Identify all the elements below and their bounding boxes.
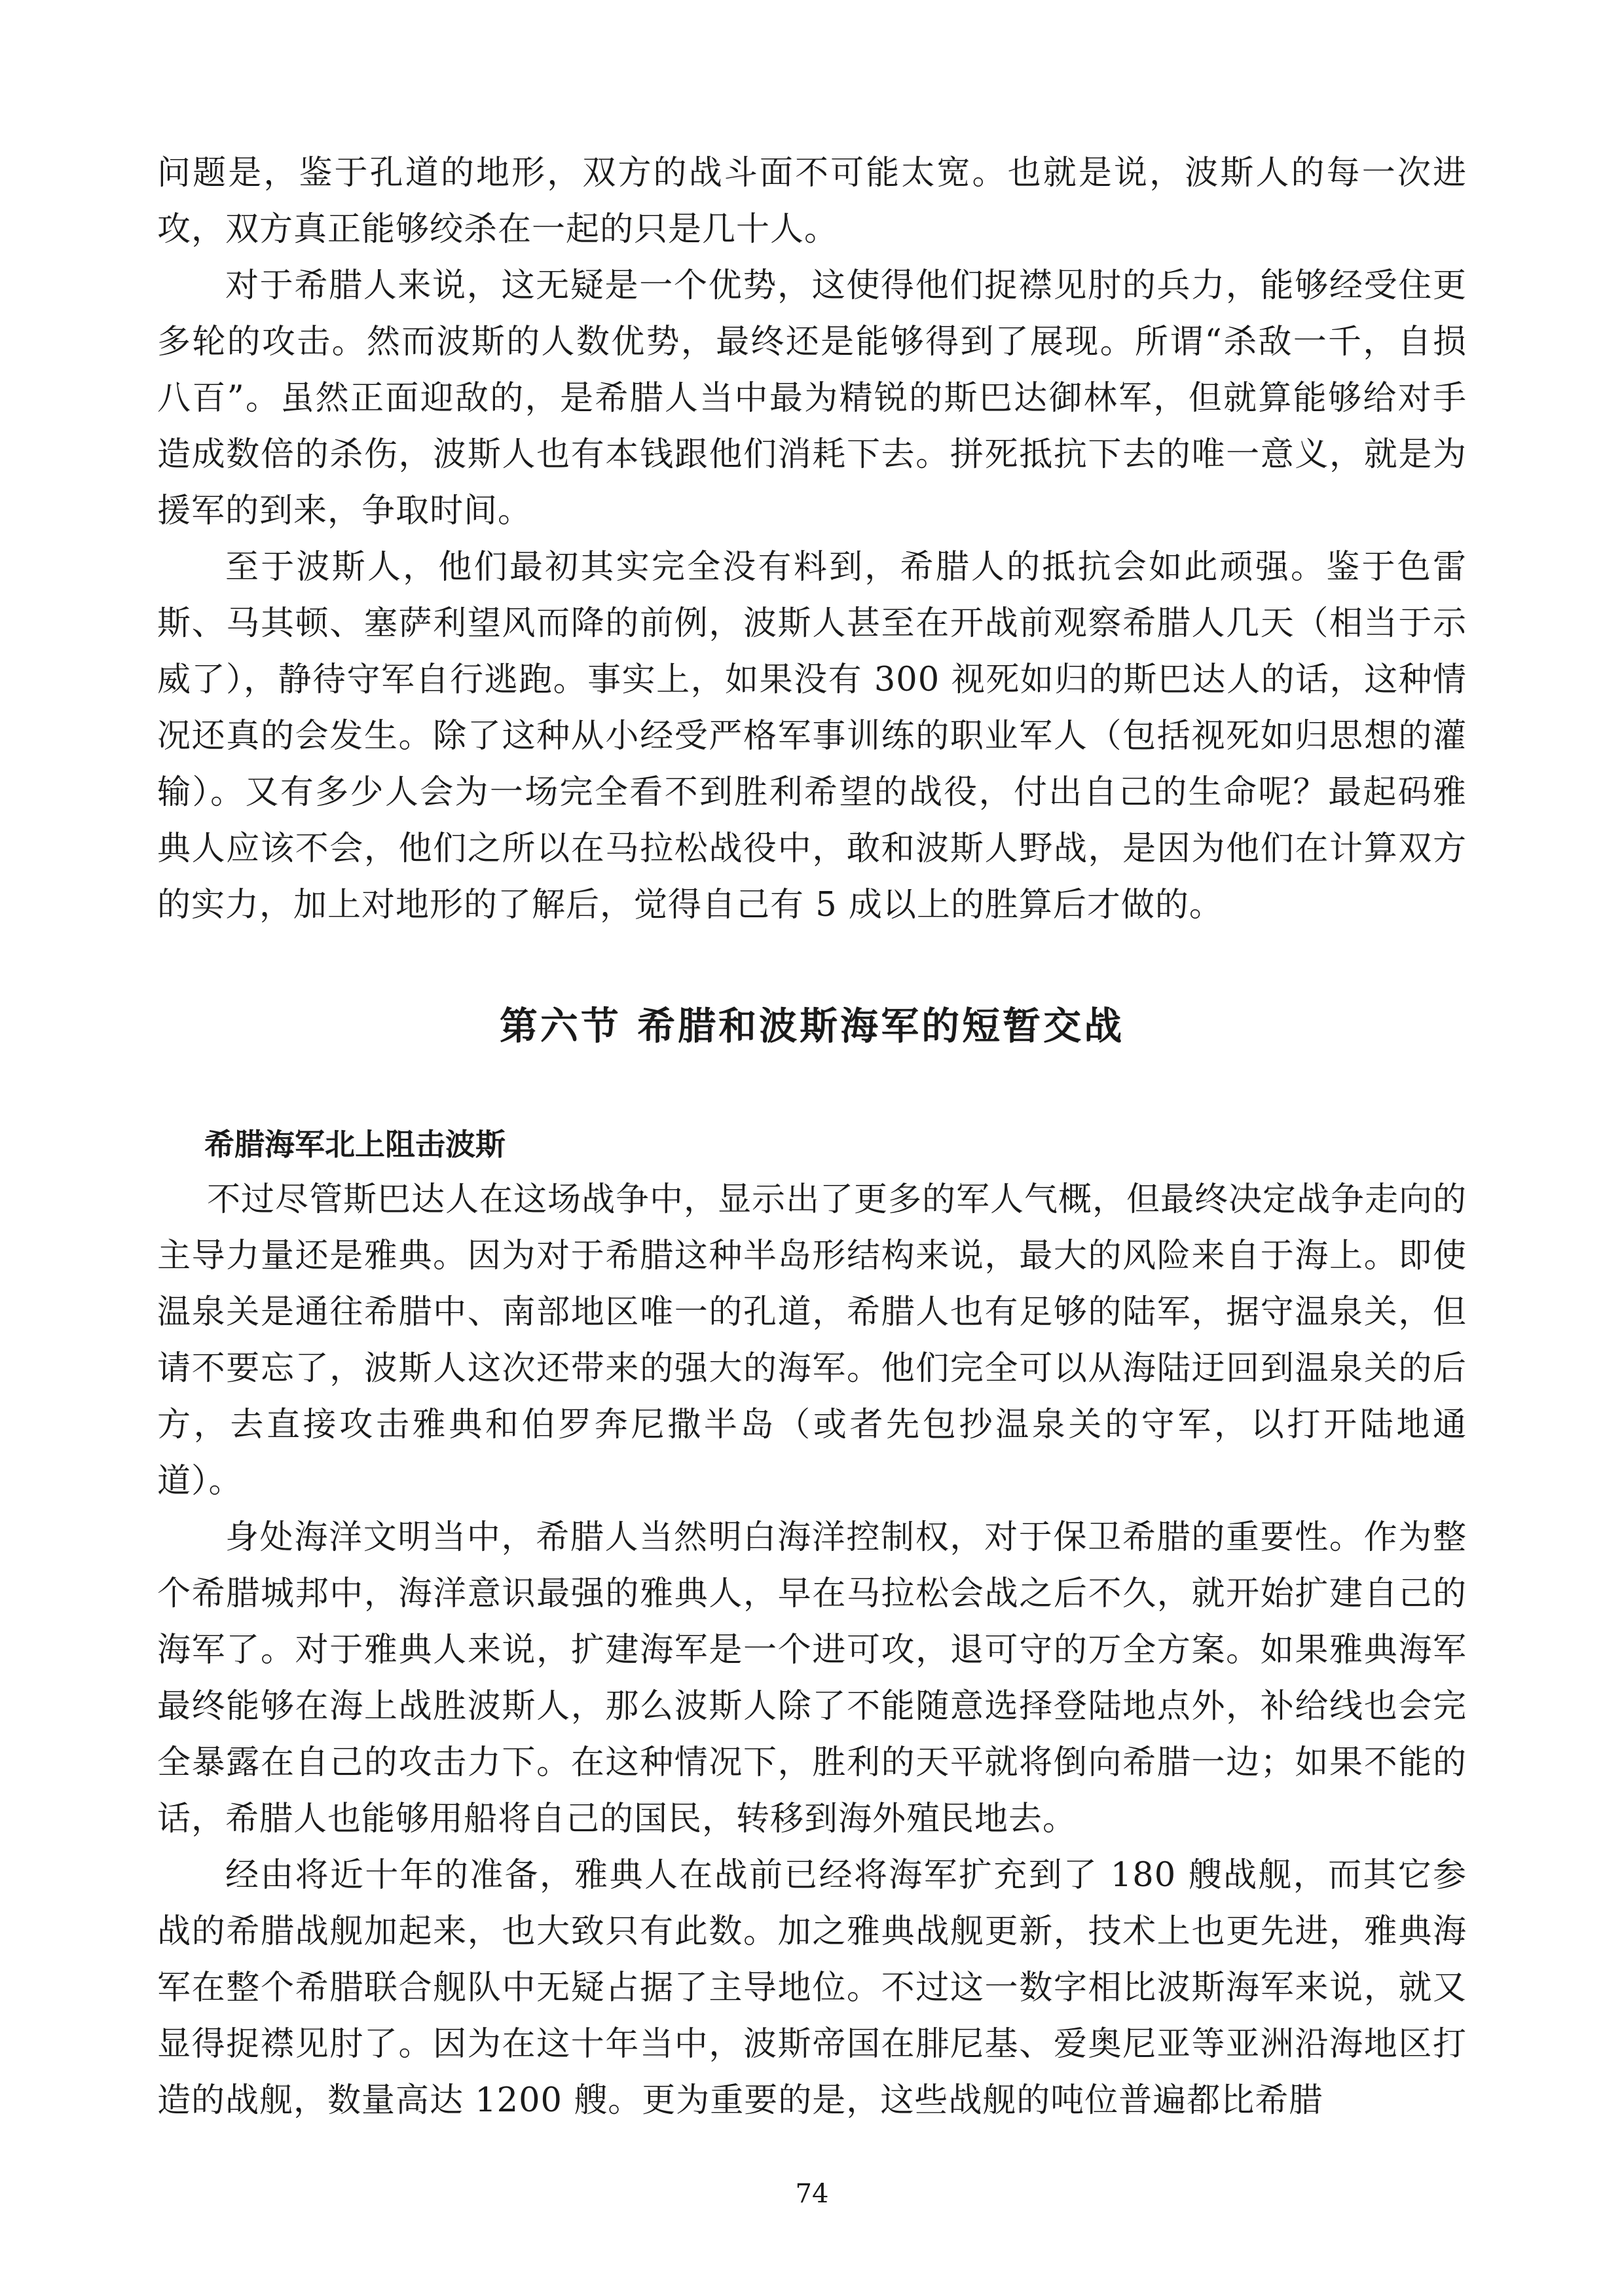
paragraph-6: 经由将近十年的准备，雅典人在战前已经将海军扩充到了 180 艘战舰，而其它参战的希腊战舰加起来，也大致只有此数。加之雅典战舰更新，技术上也更先进，雅典海军在整个希腊联合舰队中无疑占据了主导地位。不过这一数字相比波斯海军来说，就又显得捉襟见肘了。因为在这十年当中，波斯帝国在腓尼基、爱奥尼亚等亚洲沿海地区打造的战舰，数量高达 1200 艘。更为重要的是，这些战舰的吨位普遍都比希腊 [157,1856,1467,2120]
paragraph-1: 问题是，鉴于孔道的地形，双方的战斗面不可能太宽。也就是说，波斯人的每一次进攻，双方真正能够绞杀在一起的只是几十人。 [157,154,1467,249]
paragraph-5: 身处海洋文明当中，希腊人当然明白海洋控制权，对于保卫希腊的重要性。作为整个希腊城邦中，海洋意识最强的雅典人，早在马拉松会战之后不久，就开始扩建自己的海军了。对于雅典人来说，扩建海军是一个进可攻，退可守的万全方案。如果雅典海军最终能够在海上战胜波斯人，那么波斯人除了不能随意选择登陆地点外，补给线也会完全暴露在自己的攻击力下。在这种情况下，胜利的天平就将倒向希腊一边；如果不能的话，希腊人也能够用船将自己的国民，转移到海外殖民地去。 [157,1518,1467,1838]
subheading: 希腊海军北上阻击波斯 [204,1127,506,1162]
paragraph-4: 不过尽管斯巴达人在这场战争中，显示出了更多的军人气概，但最终决定战争走向的主导力量还是雅典。因为对于希腊这种半岛形结构来说，最大的风险来自于海上。即使温泉关是通往希腊中、南部地区唯一的孔道，希腊人也有足够的陆军，据守温泉关，但请不要忘了，波斯人这次还带来的强大的海军。他们完全可以从海陆迂回到温泉关的后方，去直接攻击雅典和伯罗奔尼撒半岛（或者先包抄温泉关的守军，以打开陆地通道）。 [157,1180,1467,1501]
paragraph-3: 至于波斯人，他们最初其实完全没有料到，希腊人的抵抗会如此顽强。鉴于色雷斯、马其顿、塞萨利望风而降的前例，波斯人甚至在开战前观察希腊人几天（相当于示威了），静待守军自行逃跑。事实上，如果没有 300 视死如归的斯巴达人的话，这种情况还真的会发生。除了这种从小经受严格军事训练的职业军人（包括视死如归思想的灌输）。又有多少人会为一场完全看不到胜利希望的战役，付出自己的生命呢？最起码雅典人应该不会，他们之所以在马拉松战役中，敢和波斯人野战，是因为他们在计算双方的实力，加上对地形的了解后，觉得自己有 5 成以上的胜算后才做的。 [157,548,1467,924]
paragraph-2: 对于希腊人来说，这无疑是一个优势，这使得他们捉襟见肘的兵力，能够经受住更多轮的攻击。然而波斯的人数优势，最终还是能够得到了展现。所谓“杀敌一千，自损八百”。虽然正面迎敌的，是希腊人当中最为精锐的斯巴达御林军，但就算能够给对手造成数倍的杀伤，波斯人也有本钱跟他们消耗下去。拼死抵抗下去的唯一意义，就是为援军的到来，争取时间。 [157,266,1467,530]
section-title: 第六节 希腊和波斯海军的短暂交战 [499,1004,1125,1048]
page-number: 74 [795,2179,829,2209]
bottom-text-block [157,1172,1467,2129]
top-text-block [157,145,1467,934]
